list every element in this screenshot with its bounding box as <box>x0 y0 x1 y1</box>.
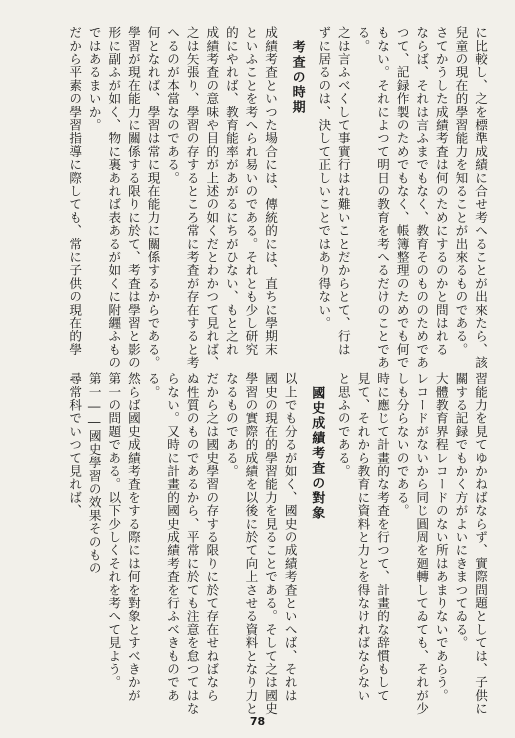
text-column: 關する記録でもかく方がよいにきまつてゐる。 <box>453 372 469 650</box>
text-column: らない。又時に計畫的國史成績考査を行ふべきものであ <box>165 372 181 702</box>
text-column: へるのが本當なのである。 <box>165 26 181 185</box>
text-column: 兒童の現在的學習能力を知ることが出來るものである。 <box>453 26 469 356</box>
text-column: といふことを考へられ易いのである。それとも少し研究 <box>243 26 259 356</box>
text-column: 的にやれば、教育能率があがるにちがひない、もと之れ <box>223 26 239 356</box>
text-column: 國史の現在的學習能力を見ることである。そして之は國史 <box>263 372 279 716</box>
text-column: 學習の實際的成績を以後に於て向上させる資料となり力と <box>243 372 259 716</box>
text-column: もない。それによつて明日の教育を考へるだけのことであ <box>375 26 391 370</box>
text-column: つて、記録作製のためでもなく、帳簿整理のためでも何で <box>394 26 410 370</box>
text-column: 之は矢張り、學習の存するところ常に考査が存在すると考 <box>184 26 200 370</box>
page-number: 78 <box>249 715 266 728</box>
text-column: と思ふのである。 <box>335 372 351 478</box>
text-column: 然らば國史成績考査をする際には何を對象とすべきかが <box>125 372 141 702</box>
text-column: 習能力を見てゆかねばならず、實際問題としては、子供に <box>473 372 488 716</box>
text-column: ではあるまいか。 <box>86 26 102 132</box>
text-column: る。 <box>145 372 161 399</box>
text-column: しも分らないのである。 <box>394 372 410 518</box>
text-column: ぬ性質のものであるから、平常に於ても注意を怠つてはな <box>184 372 200 716</box>
text-column: だから平素の學習指導に際しても、常に子供の現在的學 <box>67 26 83 356</box>
text-column: 第一の問題である。以下少しくそれを考へて見よう。 <box>106 372 122 689</box>
text-column: 見て、それから教育に資料と力とを得なければならない <box>355 372 371 702</box>
text-column: 學習が現在能力に關係する限りに於て、考査は學習と影の <box>125 26 141 370</box>
text-column: レコードがないから同じ圓周を廻轉してゐても、それが少 <box>414 372 430 716</box>
text-column: 以上でも分るが如く、國史の成績考査といへば、それは <box>282 372 298 702</box>
text-column: 尋常科でいつて見れば、 <box>67 372 83 518</box>
text-column: 何となれば、學習は常に現在能力に關係するからである。 <box>145 26 161 370</box>
text-column: さてかうした成績考査は何のためにするのかと問はれる <box>433 26 449 356</box>
section-heading-subjects: 國史成績考査の對象 <box>309 386 325 521</box>
text-column: 之は言ふべくして事實行はれ難いことだからとて、行は <box>335 26 351 356</box>
text-column: 第一――國史學習の效果そのもの <box>86 372 102 575</box>
text-column: る。 <box>355 26 371 53</box>
text-column: 大體教育界程レコードのない所はあまりないであらう。 <box>433 372 449 702</box>
text-column: ならば、それは言ふまでもなく、教育そのもののためであ <box>414 26 430 370</box>
text-column: 成績考査といつた場合には、傳統的には、直ちに學期末 <box>263 26 279 356</box>
text-column: ずに居るのは、決して正しいことではあり得ない。 <box>316 26 332 330</box>
text-column: に比較し、之を標準成績に合せ考へることが出來たら、該 <box>473 26 488 370</box>
text-column: なるものである。 <box>223 372 239 478</box>
text-column: だから之は國史學習の存する限りに於て存在せねばなら <box>204 372 220 702</box>
bottom-text-block <box>65 372 490 716</box>
section-heading-timing: 考査の時期 <box>289 40 305 115</box>
text-column: 成績考査の意味や目的が上述の如くだとわかつて見れば、 <box>204 26 220 370</box>
text-column: 時に應じて計畫的な考査を行つて、計畫的な辞慣もして <box>375 372 391 702</box>
top-text-block <box>65 26 490 370</box>
text-column: 形に副ふが如く、物に裏あれば表あるが如くに附纒ふもの <box>106 26 122 370</box>
